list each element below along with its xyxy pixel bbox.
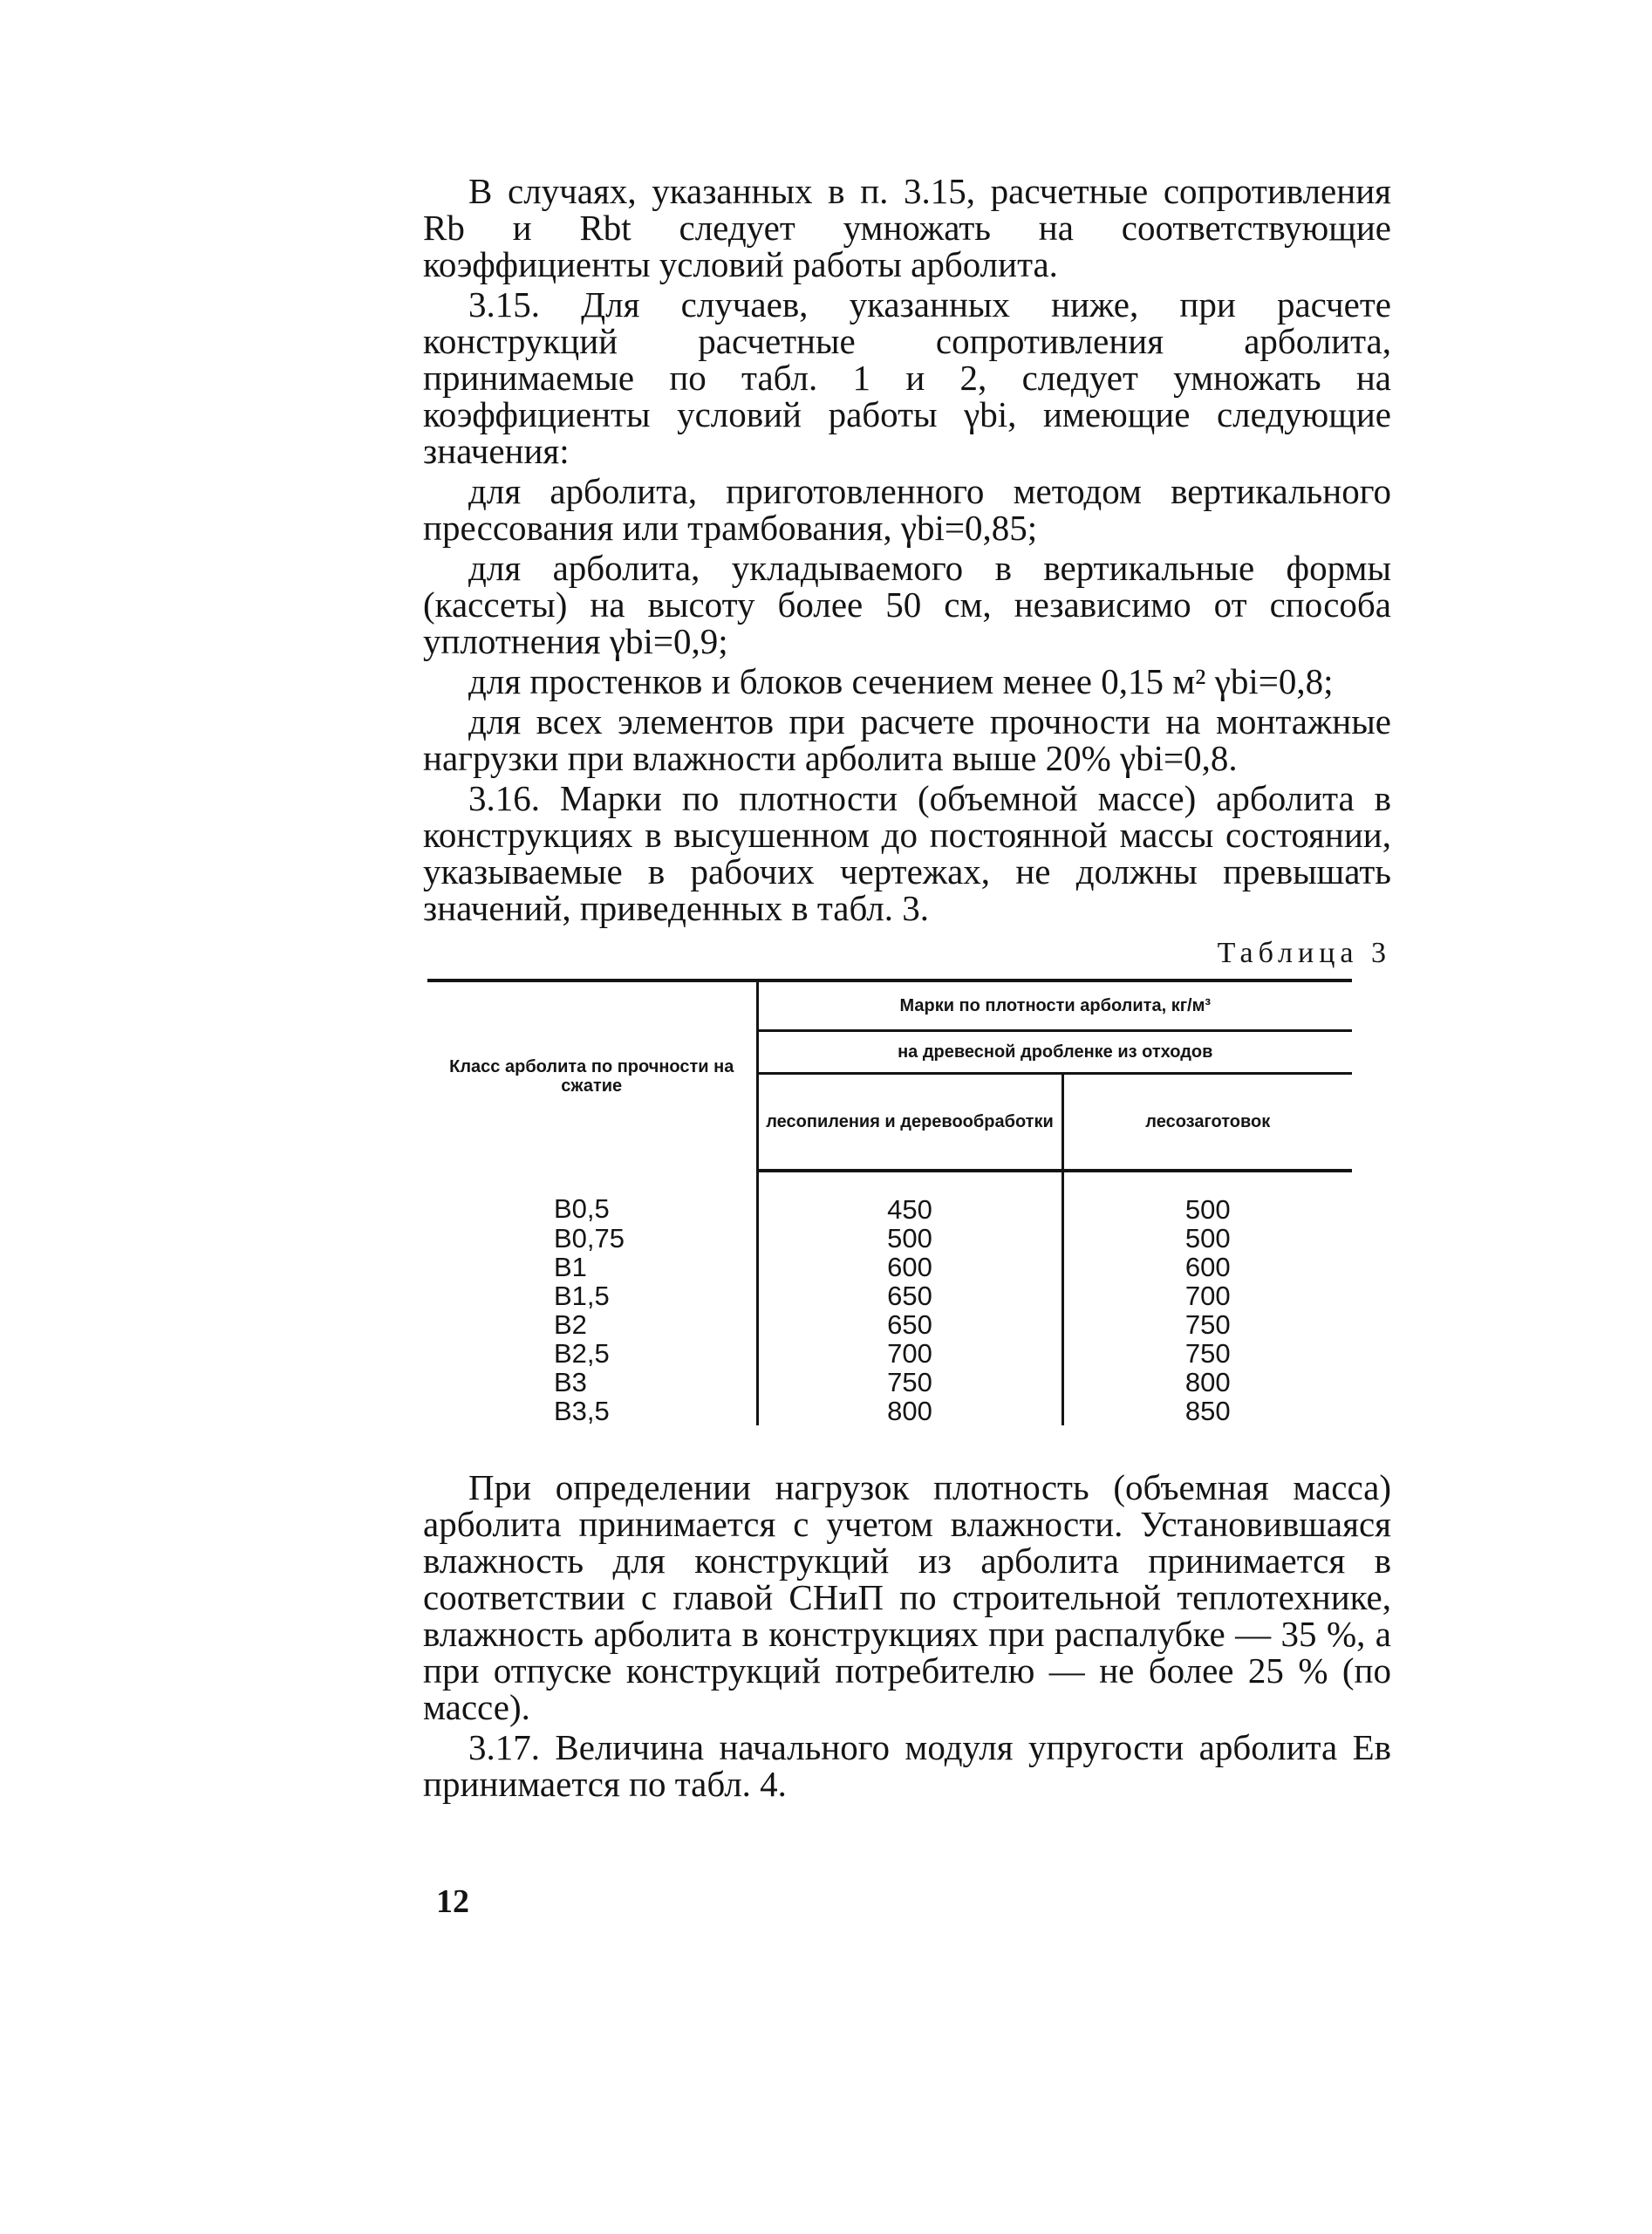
- table-row: [427, 1253, 1352, 1281]
- table-row: [427, 1368, 1352, 1397]
- cell-class: B2: [554, 1309, 587, 1340]
- cell-sawmilling: 450: [757, 1171, 1062, 1224]
- cell-sawmilling: 800: [757, 1397, 1062, 1425]
- header-sawmilling: лесопиления и деревообработки: [757, 1074, 1062, 1172]
- cell-sawmilling: 650: [757, 1310, 1062, 1339]
- density-grades-table: [427, 979, 1352, 1425]
- paragraph-3-15: 3.15. Для случаев, указанных ниже, при расчете конструкций расчетные сопротивления арболита, принимаемые по табл. 1 и 2, следует умножать на коэффициенты условий работы γbi, имеющие следующие значения:: [423, 284, 1391, 471]
- cell-logging: 700: [1062, 1281, 1352, 1310]
- list-item-vertical-forms: для арболита, укладываемого в вертикальные формы (кассеты) на высоту более 50 см, независимо от способа уплотнения γbi=0,9;: [423, 548, 1391, 661]
- cell-logging: 500: [1062, 1224, 1352, 1253]
- paragraph-load-density: При определении нагрузок плотность (объемная масса) арболита принимается с учетом влажности. Установившаяся влажность для конструкций из арболита принимается в соответствии с главой СНиП по строительной теплотехнике, влажность арболита в конструкциях при распалубке — 35 %, а при отпуске конструкций потребителю — не более 25 % (по массе).: [423, 1467, 1391, 1727]
- text-column: [423, 173, 1391, 1802]
- table-row: [427, 1397, 1352, 1425]
- table-caption: Таблица 3: [1217, 937, 1391, 969]
- header-density-grades: Марки по плотности арболита, кг/м³: [757, 980, 1352, 1031]
- body-text: [423, 173, 1391, 926]
- cell-class: B1,5: [554, 1281, 610, 1311]
- list-item-mounting-loads: для всех элементов при расчете прочности на монтажные нагрузки при влажности арболита выше 20% γbi=0,8.: [423, 701, 1391, 778]
- table-row: [427, 1171, 1352, 1224]
- body-text-after-table: [423, 1469, 1391, 1802]
- cell-class: B2,5: [554, 1338, 610, 1369]
- cell-sawmilling: 750: [757, 1368, 1062, 1397]
- list-item-piers-blocks: для простенков и блоков сечением менее 0,15 м² γbi=0,8;: [468, 661, 1334, 701]
- cell-class: B3: [554, 1367, 587, 1397]
- cell-sawmilling: 600: [757, 1253, 1062, 1281]
- cell-logging: 600: [1062, 1253, 1352, 1281]
- cell-class: B1: [554, 1252, 587, 1282]
- table-row: [427, 1339, 1352, 1368]
- cell-logging: 500: [1062, 1171, 1352, 1224]
- cell-class: B0,75: [554, 1223, 625, 1254]
- paragraph-3-16: 3.16. Марки по плотности (объемной массе) арболита в конструкциях в высушенном до постоянной массы состоянии, указываемые в рабочих чертежах, не должны превышать значений, приведенных в табл. 3.: [423, 778, 1391, 928]
- table-row: [427, 1281, 1352, 1310]
- cell-logging: 800: [1062, 1368, 1352, 1397]
- table-row: [427, 1310, 1352, 1339]
- header-strength-class: Класс арболита по прочности на сжатие: [427, 980, 757, 1171]
- header-wood-waste: на древесной дробленке из отходов: [757, 1031, 1352, 1074]
- page-number: 12: [436, 1883, 469, 1920]
- cell-sawmilling: 500: [757, 1224, 1062, 1253]
- cell-class: B0,5: [554, 1193, 610, 1224]
- cell-logging: 850: [1062, 1397, 1352, 1425]
- cell-sawmilling: 700: [757, 1339, 1062, 1368]
- cell-class: B3,5: [554, 1396, 610, 1426]
- header-logging: лесозаготовок: [1062, 1074, 1352, 1172]
- cell-logging: 750: [1062, 1339, 1352, 1368]
- cell-logging: 750: [1062, 1310, 1352, 1339]
- paragraph-3-17: 3.17. Величина начального модуля упругости арболита Eв принимается по табл. 4.: [423, 1727, 1391, 1804]
- list-item-vertical-pressing: для арболита, приготовленного методом вертикального прессования или трамбования, γbi=0,85;: [423, 471, 1391, 548]
- cell-sawmilling: 650: [757, 1281, 1062, 1310]
- table-row: [427, 1224, 1352, 1253]
- paragraph-coefficients-intro: В случаях, указанных в п. 3.15, расчетные сопротивления Rb и Rbt следует умножать на соответствующие коэффициенты условий работы арболита.: [423, 171, 1391, 284]
